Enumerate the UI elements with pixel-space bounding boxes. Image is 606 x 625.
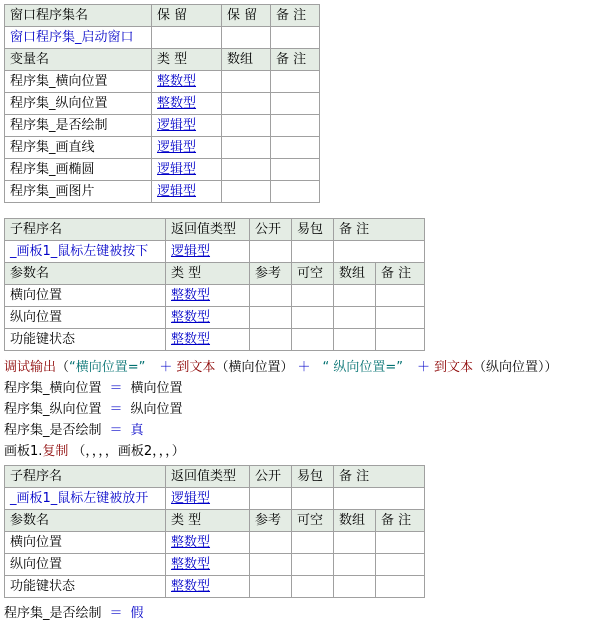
col-remark: 备 注 [334,466,425,488]
cell-empty[interactable] [292,307,334,329]
param-type-link[interactable]: 整数型 [171,579,211,594]
argument: （横向位置） [215,360,294,375]
param-name[interactable]: 功能键状态 [5,329,166,351]
cell-empty[interactable] [271,159,320,181]
cell-empty[interactable] [334,329,376,351]
cell-empty[interactable] [250,307,292,329]
cell-empty[interactable] [292,241,334,263]
cell-empty[interactable] [250,554,292,576]
param-name[interactable]: 横向位置 [5,532,166,554]
var-row[interactable] [5,93,320,115]
cell-empty[interactable] [334,285,376,307]
function-to-text[interactable]: 到文本 [433,360,473,375]
string-literal: “ 纵向位置=” [322,360,403,375]
cell-empty[interactable] [334,241,425,263]
method-copy[interactable]: 复制 [42,444,69,459]
paren-open: （ [56,360,70,375]
code-line-assign-x[interactable] [4,378,183,399]
cell-empty[interactable] [376,285,425,307]
cell-empty[interactable] [250,488,292,510]
cell-empty[interactable] [334,532,376,554]
sub-header-row [5,219,425,241]
param-name[interactable]: 功能键状态 [5,576,166,598]
param-name[interactable]: 横向位置 [5,285,166,307]
col-remark: 备 注 [376,510,425,532]
var-type-link[interactable]: 整数型 [157,74,197,89]
code-line-debug-output[interactable] [4,357,558,378]
assign-rhs: 横向位置 [130,381,183,396]
var-type-link[interactable]: 逻辑型 [157,118,197,133]
equals-operator: ＝ [109,381,123,396]
code-line-copy[interactable] [4,441,185,462]
plus-operator: ＋ [416,360,430,375]
assign-lhs: 程序集_是否绘制 [4,606,102,621]
sub-header-row [5,466,425,488]
sub-name-row[interactable] [5,488,425,510]
param-row[interactable] [5,576,425,598]
cell-empty[interactable] [152,27,222,49]
col-reference: 参考 [250,510,292,532]
cell-empty[interactable] [292,488,334,510]
col-type: 类 型 [152,49,222,71]
assign-lhs: 程序集_横向位置 [4,381,102,396]
var-name[interactable]: 程序集_纵向位置 [5,93,152,115]
cell-empty[interactable] [271,181,320,203]
var-type-link[interactable]: 逻辑型 [157,184,197,199]
cell-empty[interactable] [376,307,425,329]
param-type-link[interactable]: 整数型 [171,310,211,325]
var-header-row [5,49,320,71]
equals-operator: ＝ [109,402,123,417]
col-easy-pack: 易包 [292,219,334,241]
col-reserved-1: 保 留 [152,5,222,27]
var-name[interactable]: 程序集_画直线 [5,137,152,159]
code-line-assign-draw-false[interactable] [4,603,144,624]
var-type-link[interactable]: 整数型 [157,96,197,111]
cell-empty[interactable] [250,329,292,351]
cell-empty[interactable] [222,137,271,159]
cell-empty[interactable] [292,532,334,554]
sub-name[interactable]: _画板1_鼠标左键被放开 [5,488,166,510]
subroutine-table-1 [4,218,425,351]
code-line-assign-draw[interactable] [4,420,144,441]
var-row[interactable] [5,137,320,159]
param-type-link[interactable]: 整数型 [171,332,211,347]
cell-empty[interactable] [292,329,334,351]
cell-empty[interactable] [376,576,425,598]
var-row[interactable] [5,71,320,93]
assign-lhs: 程序集_是否绘制 [4,423,102,438]
sub-name[interactable]: _画板1_鼠标左键被按下 [5,241,166,263]
function-debug-output[interactable]: 调试输出 [4,360,57,375]
var-type-link[interactable]: 逻辑型 [157,140,197,155]
cell-empty[interactable] [250,241,292,263]
cell-empty[interactable] [376,329,425,351]
col-param-name: 参数名 [5,510,166,532]
param-type-link[interactable]: 整数型 [171,557,211,572]
assembly-header-row [5,5,320,27]
assembly-name-row[interactable] [5,27,320,49]
col-reserved-2: 保 留 [222,5,271,27]
param-header-row [5,510,425,532]
col-array: 数组 [334,263,376,285]
assign-rhs: 纵向位置 [130,402,183,417]
param-row[interactable] [5,307,425,329]
param-row[interactable] [5,329,425,351]
return-type-link[interactable]: 逻辑型 [171,244,211,259]
method-args: （，，，，画板2，，，） [72,444,185,459]
cell-empty[interactable] [250,532,292,554]
cell-empty[interactable] [222,93,271,115]
col-public: 公开 [250,466,292,488]
param-row[interactable] [5,554,425,576]
object-ref: 画板1. [4,444,43,459]
code-line-assign-y[interactable] [4,399,183,420]
col-nullable: 可空 [292,510,334,532]
var-name[interactable]: 程序集_横向位置 [5,71,152,93]
assembly-table [4,4,320,203]
subroutine-table-2 [4,465,425,598]
cell-empty[interactable] [334,488,425,510]
equals-operator: ＝ [109,423,123,438]
sub-name-row[interactable] [5,241,425,263]
cell-empty[interactable] [292,285,334,307]
param-name[interactable]: 纵向位置 [5,307,166,329]
cell-empty[interactable] [271,115,320,137]
cell-empty[interactable] [271,27,320,49]
param-header-row [5,263,425,285]
string-literal: “横向位置=” [69,360,146,375]
col-remark: 备 注 [271,5,320,27]
cell-empty[interactable] [271,93,320,115]
param-row[interactable] [5,532,425,554]
cell-empty[interactable] [334,554,376,576]
plus-operator: ＋ [297,360,311,375]
var-row[interactable] [5,115,320,137]
var-type-link[interactable]: 逻辑型 [157,162,197,177]
col-array: 数组 [334,510,376,532]
col-easy-pack: 易包 [292,466,334,488]
col-return-type: 返回值类型 [166,219,250,241]
return-type-link[interactable]: 逻辑型 [171,491,211,506]
col-array: 数组 [222,49,271,71]
cell-empty[interactable] [222,181,271,203]
cell-empty[interactable] [334,307,376,329]
col-reference: 参考 [250,263,292,285]
col-type: 类 型 [166,510,250,532]
cell-empty[interactable] [222,159,271,181]
col-assembly-name: 窗口程序集名 [5,5,152,27]
cell-empty[interactable] [222,71,271,93]
bool-true: 真 [130,423,144,438]
var-row[interactable] [5,181,320,203]
col-remark: 备 注 [334,219,425,241]
cell-empty[interactable] [271,71,320,93]
var-name[interactable]: 程序集_是否绘制 [5,115,152,137]
assign-lhs: 程序集_纵向位置 [4,402,102,417]
bool-false: 假 [130,606,144,621]
cell-empty[interactable] [376,532,425,554]
param-name[interactable]: 纵向位置 [5,554,166,576]
col-var-name: 变量名 [5,49,152,71]
param-row[interactable] [5,285,425,307]
col-remark: 备 注 [376,263,425,285]
col-sub-name: 子程序名 [5,466,166,488]
var-row[interactable] [5,159,320,181]
equals-operator: ＝ [109,606,123,621]
cell-empty[interactable] [292,554,334,576]
cell-empty[interactable] [271,137,320,159]
col-return-type: 返回值类型 [166,466,250,488]
col-type: 类 型 [166,263,250,285]
col-nullable: 可空 [292,263,334,285]
plus-operator: ＋ [159,360,173,375]
cell-empty[interactable] [376,554,425,576]
argument: （纵向位置）） [473,360,558,375]
function-to-text[interactable]: 到文本 [176,360,216,375]
cell-empty[interactable] [334,576,376,598]
col-public: 公开 [250,219,292,241]
col-remark: 备 注 [271,49,320,71]
cell-empty[interactable] [250,576,292,598]
col-sub-name: 子程序名 [5,219,166,241]
cell-empty[interactable] [222,27,271,49]
cell-empty[interactable] [250,285,292,307]
param-type-link[interactable]: 整数型 [171,535,211,550]
var-name[interactable]: 程序集_画图片 [5,181,152,203]
cell-empty[interactable] [222,115,271,137]
var-name[interactable]: 程序集_画椭圆 [5,159,152,181]
cell-empty[interactable] [292,576,334,598]
param-type-link[interactable]: 整数型 [171,288,211,303]
col-param-name: 参数名 [5,263,166,285]
assembly-name[interactable]: 窗口程序集_启动窗口 [5,27,152,49]
